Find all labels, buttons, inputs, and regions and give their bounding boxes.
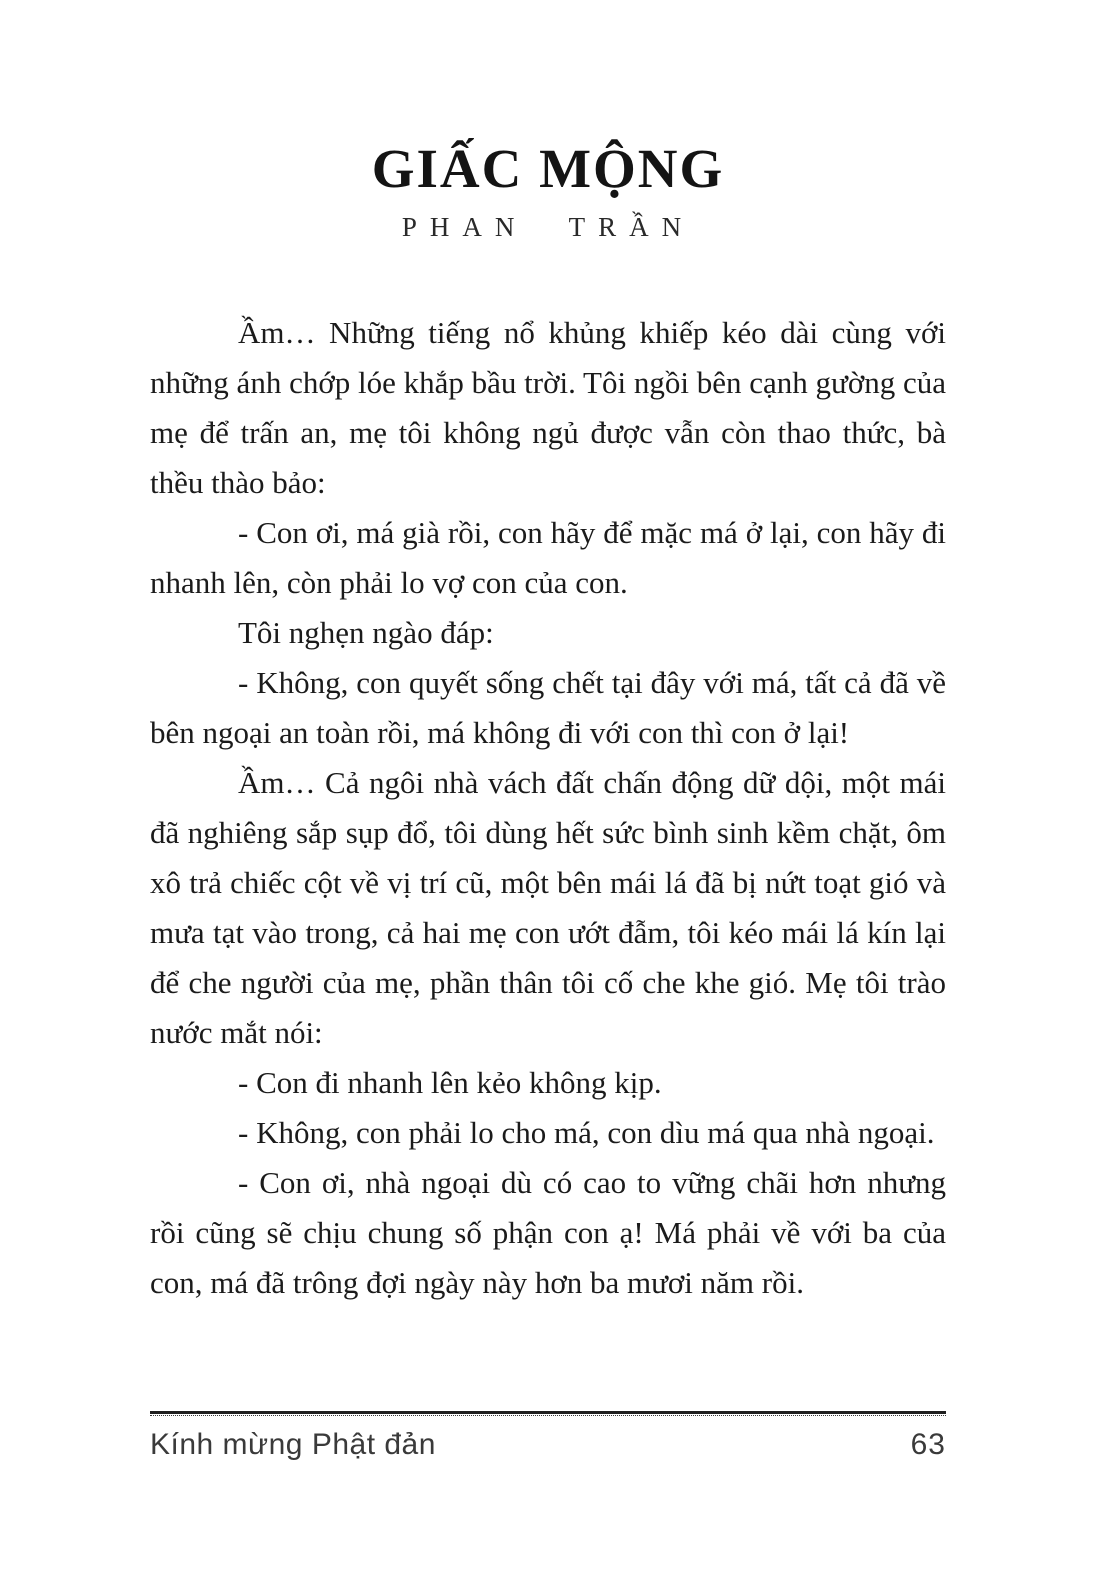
story-author: PHAN TRẦN [401,212,695,242]
paragraph-8: - Con ơi, nhà ngoại dù có cao to vững chãi hơn nhưng rồi cũng sẽ chịu chung số phận con ạ! Má phải về với ba của con, má đã trông đợi ngày này hơn ba mươi năm rồi. [150,1165,946,1300]
page-footer [150,1411,946,1462]
page-content [150,0,946,1308]
paragraph-1: Ầm… Những tiếng nổ khủng khiếp kéo dài cùng với những ánh chớp lóe khắp bầu trời. Tôi ngồi bên cạnh gường của mẹ để trấn an, mẹ tôi không ngủ được vẫn còn thao thức, bà thều thào bảo: [150,315,946,500]
footer-row [150,1428,946,1462]
story-body [150,308,946,1308]
story-title: GIẤC MỘNG [371,138,725,199]
footer-running-title: Kính mừng Phật đản [150,1428,436,1461]
paragraph-2: - Con ơi, má già rồi, con hãy để mặc má ở lại, con hãy đi nhanh lên, còn phải lo vợ con của con. [150,515,946,600]
paragraph-5: Ầm… Cả ngôi nhà vách đất chấn động dữ dội, một mái đã nghiêng sắp sụp đổ, tôi dùng hết sức bình sinh kềm chặt, ôm xô trả chiếc cột về vị trí cũ, một bên mái lá đã bị nứt toạt gió và mưa tạt vào trong, cả hai mẹ con ướt đẫm, tôi kéo mái lá kín lại để che người của mẹ, phần thân tôi cố che khe gió. Mẹ tôi trào nước mắt nói: [150,765,946,1050]
paragraph-6: - Con đi nhanh lên kẻo không kịp. [238,1065,662,1100]
paragraph-4: - Không, con quyết sống chết tại đây với má, tất cả đã về bên ngoại an toàn rồi, má không đi với con thì con ở lại! [150,665,946,750]
paragraph-3: Tôi nghẹn ngào đáp: [238,615,494,650]
footer-divider [150,1411,946,1416]
paragraph-7: - Không, con phải lo cho má, con dìu má qua nhà ngoại. [238,1115,935,1150]
page-number: 63 [910,1428,946,1461]
